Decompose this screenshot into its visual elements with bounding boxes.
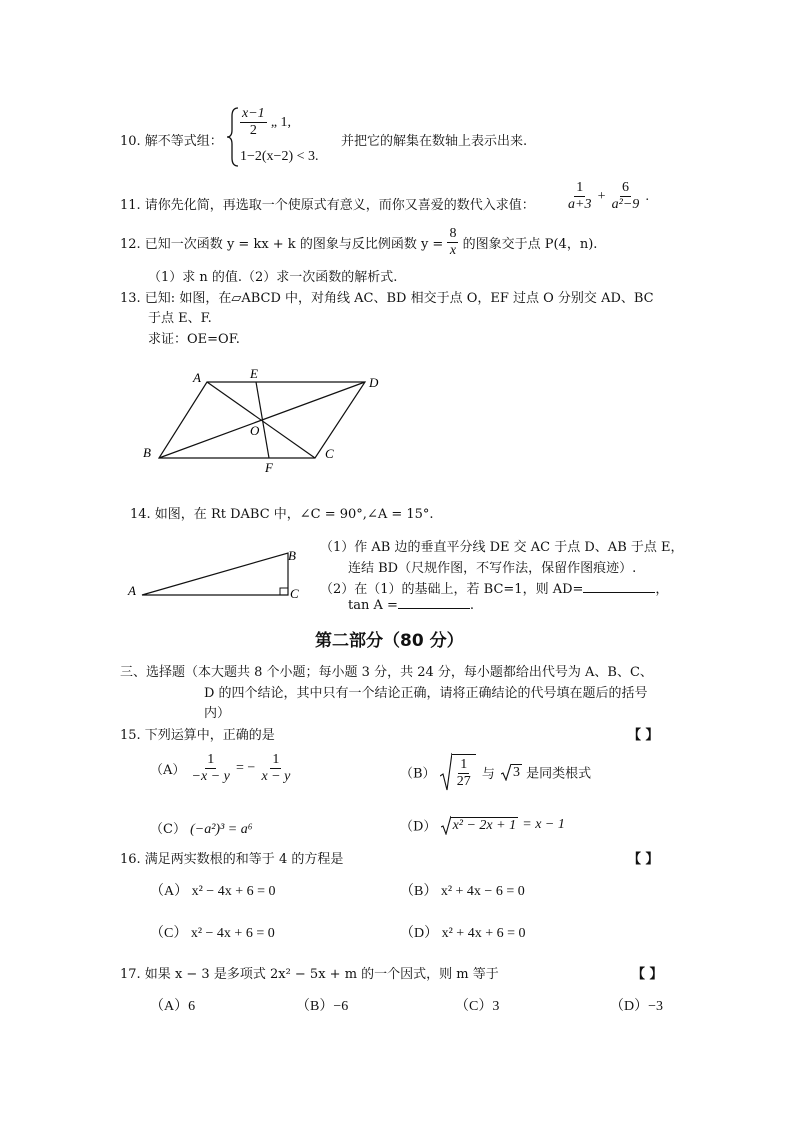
q13-line2: 于点 E、F. [148, 311, 212, 326]
q15-option-a[interactable] [150, 752, 292, 785]
q15-b-label: （B） [400, 766, 436, 782]
q15-d-rad: x² − 2x + 1 [452, 817, 517, 833]
label-o: O [250, 423, 260, 438]
q15-answer-bracket[interactable]: 【 】 [628, 728, 659, 743]
q15-stem: 15. 下列运算中，正确的是 [120, 728, 275, 743]
q15-option-c[interactable] [150, 818, 253, 838]
label-a: A [128, 583, 136, 598]
q14-sub2b-end: . [469, 598, 475, 613]
q14-sub2a: （2）在（1）的基础上，若 BC=1，则 AD= [320, 582, 584, 597]
ad-answer-blank[interactable] [583, 592, 655, 593]
segment-ef [256, 382, 269, 458]
q15-option-d[interactable] [400, 815, 565, 835]
tan-answer-blank[interactable] [398, 608, 470, 609]
label-e: E [250, 366, 258, 381]
q16-option-c[interactable]: （C） x² − 4x + 6 = 0 [150, 926, 275, 941]
q14-sub1b: 连结 BD（尺规作图，不写作法，保留作图痕迹）. [348, 561, 637, 576]
q14-sub1a: （1）作 AB 边的垂直平分线 DE 交 AC 于点 D、AB 于点 E， [320, 540, 684, 555]
q13-line1: 13. 已知: 如图，在▱ABCD 中，对角线 AC、BD 相交于点 O，EF 过点 O 分别交 AD、BC [120, 291, 654, 306]
q15-a-eq: = − [236, 760, 256, 776]
label-d: D [369, 375, 379, 390]
q17-option-d[interactable]: （D）−3 [610, 999, 664, 1014]
q15-b-rad2: 3 [513, 764, 520, 780]
q10-ineq1-numerator: x−1 [242, 106, 265, 121]
q11-f2-den: a²−9 [611, 197, 640, 212]
q14-sub2a-end: ， [655, 582, 669, 597]
section3-line1: 三、选择题（本大题共 8 个小题；每小题 3 分，共 24 分，每小题都给出代号为 A、B、C、 [120, 665, 653, 680]
q12-text2: 的图象交于点 P(4，n). [462, 237, 598, 252]
section3-line2: D 的四个结论，其中只有一个结论正确，请将正确结论的代号填在题后的括号 [204, 686, 648, 701]
q17-option-a[interactable]: （A）6 [150, 999, 196, 1014]
q14-sub2b: tan A = [348, 598, 398, 613]
sqrt-icon [501, 763, 522, 781]
sqrt-icon [440, 752, 476, 792]
q12-line [120, 226, 597, 259]
q15-d-tail: = x − 1 [522, 817, 565, 832]
q14-sub2a-row [320, 578, 668, 597]
q12-frac-den: x [449, 243, 457, 258]
q11-end: . [645, 189, 649, 204]
q16-stem: 16. 满足两实数根的和等于 4 的方程是 [120, 852, 344, 867]
q10-ineq1-rest: „ 1, [270, 115, 292, 130]
q11-f2-num: 6 [621, 180, 629, 195]
q15-c-expr: (−a²)³ = a⁶ [190, 822, 253, 837]
q12-text1: 12. 已知一次函数 y = kx + k 的图象与反比例函数 y = [120, 237, 444, 252]
q11-plus: + [597, 189, 606, 204]
q15-option-b[interactable] [400, 752, 591, 792]
q10-suffix: 并把它的解集在数轴上表示出来. [341, 134, 528, 149]
q15-a-lnum: 1 [207, 752, 215, 767]
q15-b-num: 1 [460, 757, 468, 772]
q15-d-label: （D） [400, 819, 437, 835]
triangle-figure [120, 545, 310, 607]
parallelogram-figure [135, 360, 395, 480]
label-a: A [193, 370, 201, 385]
q11-f1-den: a+3 [568, 197, 592, 212]
q14-sub2b-row [348, 598, 474, 613]
q15-a-rden: x − y [261, 769, 291, 784]
right-angle-mark [280, 588, 288, 595]
q13-line3: 求证：OE=OF. [148, 332, 240, 347]
label-b: B [288, 548, 296, 563]
q17-answer-bracket[interactable]: 【 】 [632, 967, 663, 982]
q15-b-den: 27 [456, 774, 471, 789]
q15-c-label: （C） [150, 822, 186, 837]
q15-a-lden: −x − y [191, 769, 230, 784]
q10-ineq1 [240, 106, 291, 139]
triangle-abc [142, 553, 288, 595]
q15-b-mid: 与 [481, 766, 495, 782]
section3-line3: 内） [204, 706, 231, 721]
q16-option-d[interactable]: （D） x² + 4x + 6 = 0 [400, 926, 526, 941]
q10-label: 10. 解不等式组： [120, 134, 223, 149]
part2-title: 第二部分（80 分） [315, 631, 464, 651]
q17-stem: 17. 如果 x − 3 是多项式 2x² − 5x + m 的一个因式，则 m 等于 [120, 967, 499, 982]
q10-ineq2: 1−2(x−2) < 3. [240, 149, 319, 164]
brace-icon [226, 106, 240, 168]
q12-sub: （1）求 n 的值.（2）求一次函数的解析式. [148, 270, 398, 285]
q17-option-b[interactable]: （B）−6 [296, 999, 349, 1014]
q16-option-b[interactable]: （B） x² + 4x − 6 = 0 [400, 884, 525, 899]
q10-ineq1-denominator: 2 [249, 123, 257, 138]
label-c: C [290, 586, 299, 601]
q16-answer-bracket[interactable]: 【 】 [628, 852, 659, 867]
q15-a-rnum: 1 [272, 752, 280, 767]
q16-option-a[interactable]: （A） x² − 4x + 6 = 0 [150, 884, 276, 899]
q15-b-tail: 是同类根式 [526, 766, 592, 782]
q11-expression [566, 180, 649, 213]
sqrt-icon [441, 815, 519, 835]
q17-option-c[interactable]: （C）3 [455, 999, 500, 1014]
q11-text: 11. 请你先化简，再选取一个使原式有意义，而你又喜爱的数代入求值： [120, 198, 535, 213]
q12-frac-num: 8 [449, 226, 457, 241]
q10-brace [226, 106, 240, 172]
label-c: C [325, 446, 334, 461]
label-f: F [265, 460, 273, 475]
q11-f1-num: 1 [576, 180, 584, 195]
q15-a-label: （A） [150, 763, 186, 778]
q14-line: 14. 如图，在 Rt DABC 中，∠C = 90°,∠A = 15°. [130, 507, 434, 522]
label-b: B [143, 445, 151, 460]
